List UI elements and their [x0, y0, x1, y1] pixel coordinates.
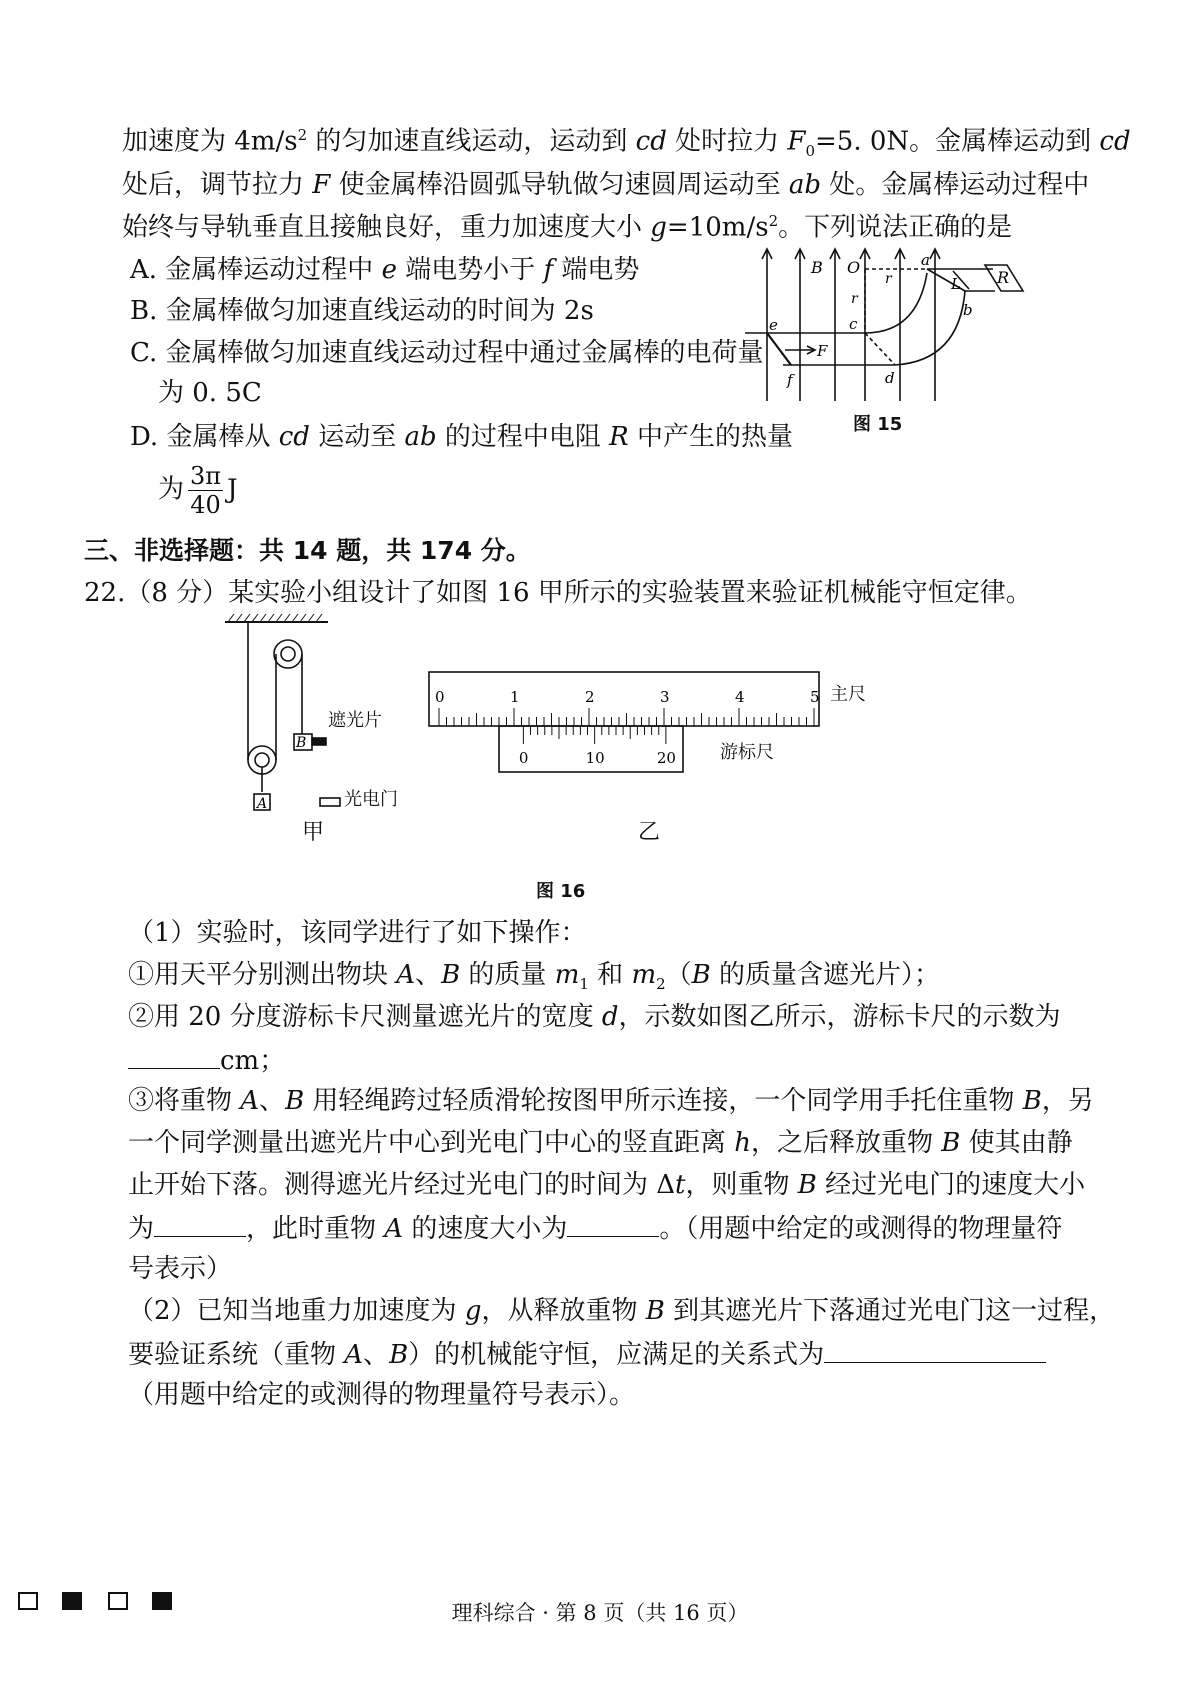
- main-scale-label: 主尺: [830, 684, 866, 705]
- figure-16-right-caption: 乙: [638, 820, 661, 845]
- q22-step-1: ①用天平分别测出物块 A、B 的质量 $m_1$ 和 $m_2(B$ 的质量含遮光片）；: [128, 960, 941, 994]
- vernier-scale-number: 20: [656, 749, 676, 767]
- speed-a-blank[interactable]: [567, 1214, 659, 1237]
- q22-step-3-line-5: 号表示）: [128, 1254, 233, 1284]
- main-scale-number: 5: [810, 688, 820, 706]
- option-c-line-1: C. 金属棒做匀加速直线运动过程中通过金属棒的电荷量: [130, 338, 764, 368]
- q22-step-2: ②用 20 分度游标卡尺测量遮光片的宽度 d，示数如图乙所示，游标卡尺的示数为: [128, 1002, 1061, 1032]
- q22-step-3-line-2: 一个同学测量出遮光片中心到光电门中心的竖直距离 h，之后释放重物 B 使其由静: [128, 1128, 1073, 1158]
- main-scale-number: 4: [735, 688, 745, 706]
- q22-part-2-line-3: （用题中给定的或测得的物理量符号表示）。: [128, 1380, 636, 1410]
- shading-plate-label: 遮光片: [328, 710, 382, 731]
- q22-part-2-line-1: （2）已知当地重力加速度为 g，从释放重物 B 到其遮光片下落通过光电门这一过程，: [128, 1296, 1116, 1326]
- option-c-line-2: 为 0. 5C: [158, 378, 262, 408]
- fig15-label-B: B: [811, 258, 823, 277]
- fig15-label-r-vertical: r: [851, 291, 858, 307]
- figure-15-caption: 图 15: [853, 414, 903, 435]
- option-b: B. 金属棒做匀加速直线运动的时间为 2s: [130, 296, 594, 326]
- main-scale-number: 2: [585, 688, 595, 706]
- vernier-scale-number: 10: [585, 749, 605, 767]
- vernier-reading-blank[interactable]: [128, 1046, 220, 1069]
- figure-16-apparatus: [220, 612, 420, 852]
- q21-intro-line-1: 加速度为 $4m/s^2$ 的匀加速直线运动，运动到 cd 处时拉力 $F_0=5$. 0N。金属棒运动到 cd: [122, 126, 1131, 160]
- option-d-line-2: 为 $\frac{3\pi}{40}$ J: [158, 462, 238, 519]
- figure-16-caption: 图 16: [536, 881, 586, 902]
- heat-fraction: $\frac{3\pi}{40}$: [190, 462, 222, 519]
- section-3-heading: 三、非选择题：共 14 题，共 174 分。: [84, 536, 531, 565]
- block-b-label: B: [296, 735, 307, 751]
- q22-intro: 22.（8 分）某实验小组设计了如图 16 甲所示的实验装置来验证机械能守恒定律。: [84, 578, 1032, 608]
- vernier-scale-number: 0: [518, 749, 529, 767]
- block-a-label: A: [257, 796, 268, 812]
- vernier-scale-label: 游标尺: [720, 742, 774, 763]
- main-scale-number: 1: [510, 688, 520, 706]
- fig15-label-a: a: [921, 251, 930, 269]
- page-footer: 理科综合 · 第 8 页（共 16 页）: [451, 1601, 749, 1625]
- figure-16-left-caption: 甲: [302, 820, 325, 845]
- q22-step-2-answer: cm；: [128, 1046, 285, 1074]
- vernier-caliper: [425, 668, 825, 780]
- main-scale-number: 0: [435, 688, 445, 706]
- fig15-label-f: f: [787, 371, 793, 389]
- fig15-label-d: d: [885, 369, 895, 387]
- figure-15: [745, 243, 1035, 408]
- fig15-label-R: R: [997, 268, 1010, 287]
- fig15-label-O: O: [847, 258, 861, 277]
- q22-part-2-line-2: 要验证系统（重物 A、B）的机械能守恒，应满足的关系式为: [128, 1340, 1046, 1368]
- q22-step-3-line-3: 止开始下落。测得遮光片经过光电门的时间为 Δt，则重物 B 经过光电门的速度大小: [128, 1170, 1086, 1200]
- fig15-label-L: L: [951, 275, 961, 293]
- q21-intro-line-3: 始终与导轨垂直且接触良好，重力加速度大小 $g=10m/s^2$。下列说法正确的是: [122, 212, 1013, 243]
- option-a: A. 金属棒运动过程中 e 端电势小于 f 端电势: [130, 255, 640, 285]
- photogate-label: 光电门: [344, 789, 398, 810]
- main-scale-number: 3: [660, 688, 670, 706]
- fig15-label-F: F: [817, 342, 828, 360]
- fig15-label-e: e: [769, 316, 778, 334]
- q22-part-1: （1）实验时，该同学进行了如下操作：: [128, 918, 587, 948]
- fig15-label-c: c: [849, 315, 858, 333]
- q22-step-3-line-1: ③将重物 A、B 用轻绳跨过轻质滑轮按图甲所示连接，一个同学用手托住重物 B，另: [128, 1086, 1094, 1116]
- q22-step-3-line-4: 为 ，此时重物 A 的速度大小为 。（用题中给定的或测得的物理量符: [128, 1214, 1063, 1244]
- speed-b-blank[interactable]: [154, 1214, 246, 1237]
- fig15-label-b: b: [963, 301, 973, 319]
- q21-intro-line-2: 处后，调节拉力 F 使金属棒沿圆弧导轨做匀速圆周运动至 ab 处。金属棒运动过程中: [122, 170, 1090, 200]
- option-d-line-1: D. 金属棒从 cd 运动至 ab 的过程中电阻 R 中产生的热量: [130, 422, 793, 452]
- relation-blank[interactable]: [824, 1340, 1046, 1363]
- fig15-label-r-horizontal: r: [885, 271, 892, 287]
